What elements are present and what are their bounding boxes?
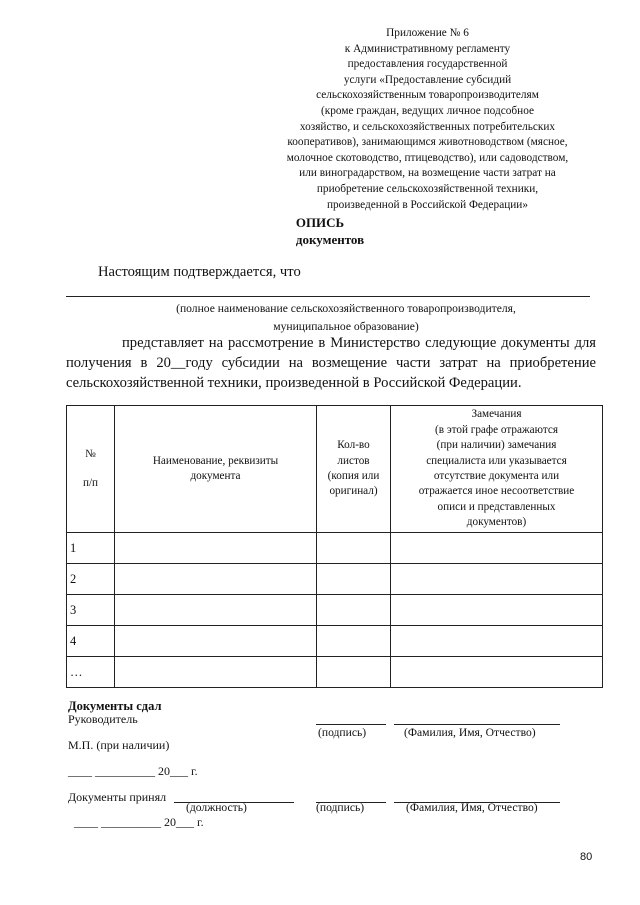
cell-name[interactable] — [115, 564, 317, 595]
header-document-name: Наименование, реквизиты документа — [115, 406, 317, 533]
appendix-line: хозяйство, и сельскохозяйственных потребительских — [299, 120, 556, 133]
appendix-line: предоставления государственной — [347, 58, 508, 71]
row-number: 1 — [67, 533, 115, 564]
intro-text: Настоящим подтверждается, что — [98, 264, 301, 280]
table-row — [67, 657, 603, 688]
fio-caption: (Фамилия, Имя, Отчество) — [404, 726, 536, 739]
stamp-label: М.П. (при наличии) — [68, 738, 170, 752]
date-line-2: ____ __________ 20___ г. — [74, 815, 204, 829]
cell-remarks[interactable] — [391, 533, 603, 564]
appendix-line: к Административному регламенту — [344, 42, 511, 55]
handed-title: Документы сдал — [68, 699, 162, 713]
signature-line[interactable] — [316, 724, 386, 725]
date-line: ____ __________ 20___ г. — [68, 764, 198, 778]
doc-title: ОПИСЬ — [295, 215, 345, 230]
row-number: 3 — [67, 595, 115, 626]
cell-remarks[interactable] — [391, 564, 603, 595]
cell-count[interactable] — [317, 595, 391, 626]
cell-count[interactable] — [317, 657, 391, 688]
head-label: Руководитель — [68, 712, 138, 726]
appendix-line: кооперативов), занимающимся животноводством (мясное, — [287, 136, 568, 149]
table-header-row — [67, 406, 603, 533]
row-number: … — [67, 657, 115, 688]
appendix-header — [250, 26, 605, 213]
cell-name[interactable] — [115, 595, 317, 626]
cell-name[interactable] — [115, 626, 317, 657]
fio-line[interactable] — [394, 724, 560, 725]
row-number: 4 — [67, 626, 115, 657]
doc-subtitle: документов — [295, 232, 365, 247]
signature-caption: (подпись) — [318, 726, 367, 739]
appendix-line: услуги «Предоставление субсидий — [343, 73, 512, 86]
appendix-line: молочное скотоводство, птицеводство), или садоводством, — [286, 151, 569, 164]
appendix-line: или виноградарством, на возмещение части затрат на — [299, 167, 556, 180]
cell-remarks[interactable] — [391, 626, 603, 657]
cell-count[interactable] — [317, 533, 391, 564]
appendix-line: приобретение сельскохозяйственной техники, — [316, 182, 539, 195]
name-fill-line — [66, 296, 590, 297]
table-row — [67, 564, 603, 595]
page-number: 80 — [580, 851, 593, 863]
paragraph-line-2: получения в 20__году субсидии на возмещение части затрат на приобретение — [66, 355, 596, 371]
position-caption: (должность) — [186, 801, 247, 814]
table-row — [67, 626, 603, 657]
header-sheet-count: Кол-во листов (копия или оригинал) — [317, 406, 391, 533]
fio-caption-2: (Фамилия, Имя, Отчество) — [406, 801, 538, 814]
table-row — [67, 595, 603, 626]
name-caption-1: (полное наименование сельскохозяйственного товаропроизводителя, — [176, 302, 516, 315]
paragraph-line-3: сельскохозяйственной техники, произведенной в Российской Федерации. — [66, 375, 522, 391]
received-label: Документы принял — [68, 790, 167, 804]
appendix-line: сельскохозяйственным товаропроизводителям — [316, 89, 539, 102]
row-number: 2 — [67, 564, 115, 595]
cell-remarks[interactable] — [391, 595, 603, 626]
header-remarks: Замечания (в этой графе отражаются (при наличии) замечания специалиста или указывается отсутствие документа или отражается иное несоответствие описи и представленных документов) — [391, 406, 603, 533]
cell-remarks[interactable] — [391, 657, 603, 688]
cell-count[interactable] — [317, 564, 391, 595]
appendix-line: Приложение № 6 — [386, 27, 469, 39]
documents-table — [66, 405, 603, 688]
cell-count[interactable] — [317, 626, 391, 657]
appendix-line: (кроме граждан, ведущих личное подсобное — [320, 104, 535, 117]
header-number: № п/п — [67, 406, 115, 533]
name-caption-2: муниципальное образование) — [273, 320, 419, 333]
paragraph-line-1: представляет на рассмотрение в Министерство следующие документы для — [122, 335, 596, 351]
appendix-line: произведенной в Российской Федерации» — [326, 198, 528, 211]
cell-name[interactable] — [115, 533, 317, 564]
signature-caption-2: (подпись) — [316, 801, 365, 814]
cell-name[interactable] — [115, 657, 317, 688]
table-row — [67, 533, 603, 564]
